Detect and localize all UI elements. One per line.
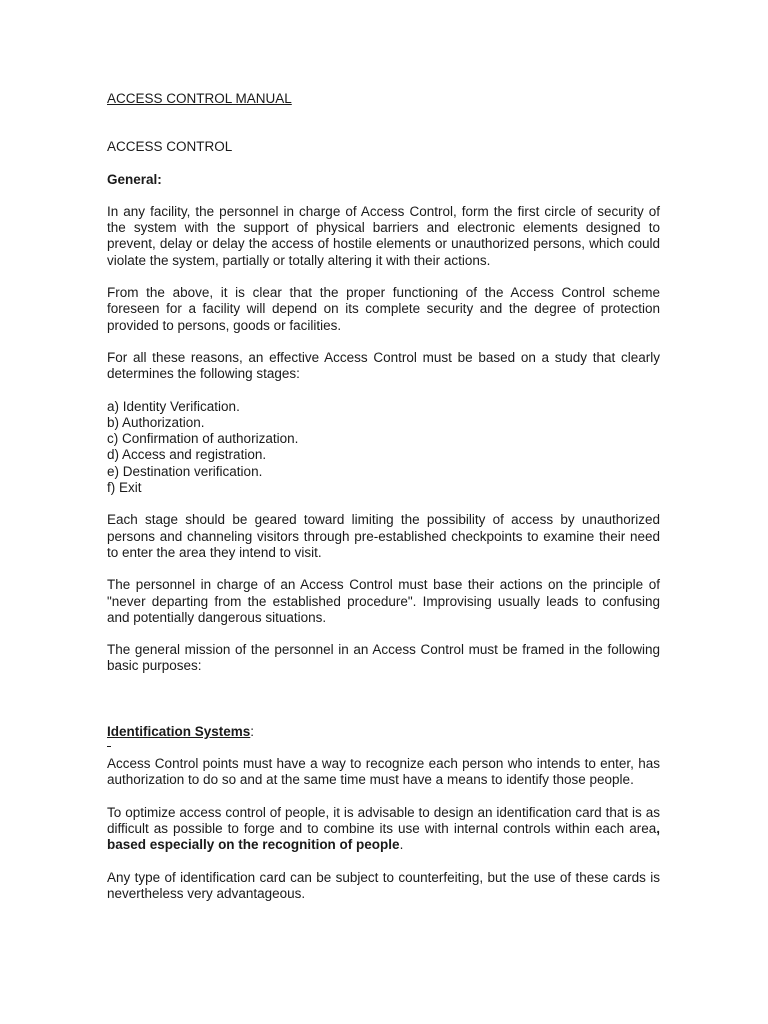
list-item: c) Confirmation of authorization. xyxy=(107,431,299,447)
paragraph-id-card xyxy=(107,805,660,854)
list-item: b) Authorization. xyxy=(107,414,205,430)
document-title: ACCESS CONTROL MANUAL xyxy=(107,91,292,106)
list-item: e) Destination verification. xyxy=(107,463,263,479)
list-item: a) Identity Verification. xyxy=(107,398,240,414)
blank-space xyxy=(107,691,660,724)
list-item: f) Exit xyxy=(107,480,142,496)
paragraph-mission: The general mission of the personnel in an Access Control must be framed in the following basic purposes: xyxy=(107,642,660,674)
paragraph-intro: In any facility, the personnel in charge of Access Control, form the first circle of security of the system with the support of physical barriers and electronic elements designed to prevent, delay or delay the access of hostile elements or unauthorized persons, which could violate the system, partially or totally altering it with their actions. xyxy=(107,203,660,268)
paragraph-id-card-end: . xyxy=(399,837,404,853)
general-subheading: General: xyxy=(107,171,162,187)
section-heading: ACCESS CONTROL xyxy=(107,139,233,155)
paragraph-recognition: Access Control points must have a way to recognize each person who intends to enter, has authorization to do so and at the same time must have a means to identify those people. xyxy=(107,756,660,788)
stages-list xyxy=(107,399,660,497)
paragraph-id-card-start: To optimize access control of people, it is advisable to design an identification card that is as difficult as possible to forge and to combine its use with internal controls within each area xyxy=(107,804,660,836)
paragraph-functioning: From the above, it is clear that the proper functioning of the Access Control scheme foreseen for a facility will depend on its complete security and the degree of protection provided to persons, goods or facilities. xyxy=(107,285,660,333)
paragraph-counterfeiting: Any type of identification card can be subject to counterfeiting, but the use of these cards is nevertheless very advantageous. xyxy=(107,869,660,901)
stray-mark xyxy=(107,746,111,747)
paragraph-procedure: The personnel in charge of an Access Control must base their actions on the principle of "never departing from the established procedure". Improvising usually leads to confusing and potentially dangerous situations. xyxy=(107,577,660,625)
list-item: d) Access and registration. xyxy=(107,447,267,463)
paragraph-stage-goal: Each stage should be geared toward limiting the possibility of access by unauthorized persons and channeling visitors through pre-established checkpoints to examine their need to enter the area they intend to visit. xyxy=(107,512,660,560)
document-body xyxy=(107,91,660,918)
identification-heading xyxy=(107,724,660,740)
identification-heading-colon: : xyxy=(250,723,255,739)
identification-heading-text: Identification Systems xyxy=(107,723,251,739)
paragraph-id-card-emphasis: , based especially on the recognition of people xyxy=(107,820,660,853)
paragraph-stages-intro: For all these reasons, an effective Access Control must be based on a study that clearly determines the following stages: xyxy=(107,349,660,382)
